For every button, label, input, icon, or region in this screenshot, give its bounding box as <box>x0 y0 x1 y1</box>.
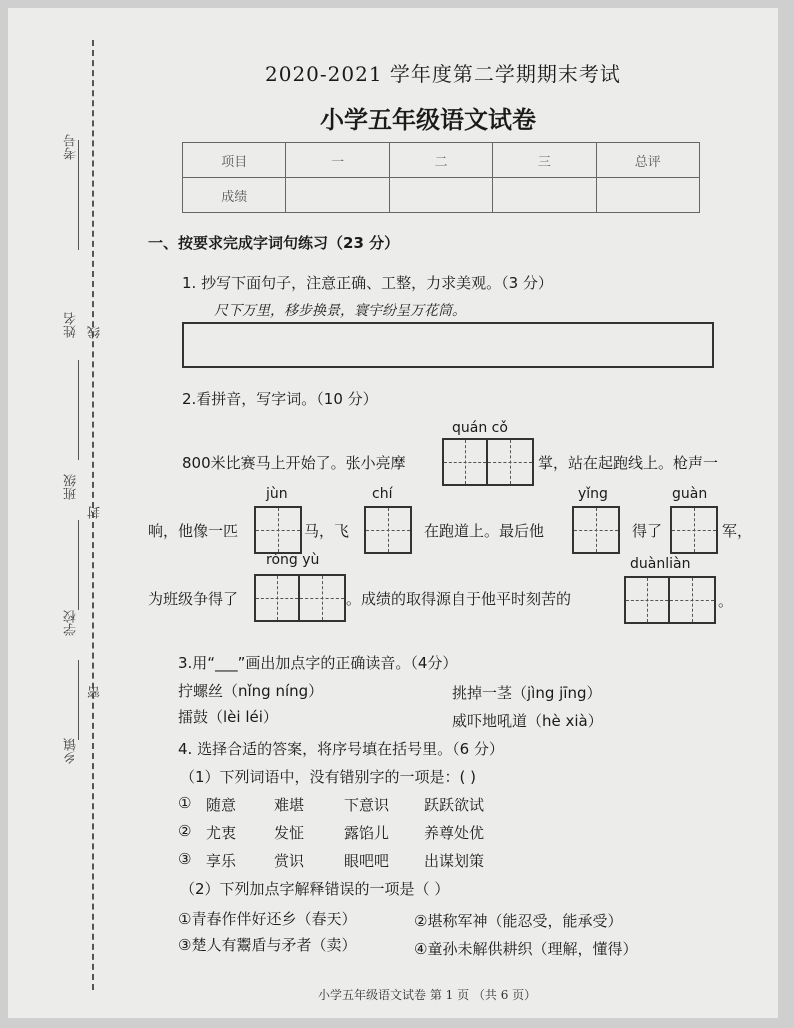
score-header-cell: 总评 <box>596 143 699 178</box>
q1-prompt: 1. 抄写下面句子，注意正确、工整，力求美观。（3 分） <box>182 274 553 292</box>
q4-option-word: 难堪 <box>274 796 305 814</box>
q3-item[interactable]: 拧螺丝（nǐng níng） <box>178 682 324 700</box>
q2-char-grid-rong-yu[interactable] <box>254 574 346 622</box>
q4-sub2-option[interactable]: ②堪称军神（能忍受，能承受） <box>414 912 623 930</box>
q2-text-7: 军， <box>722 522 753 540</box>
q4-sub2-option[interactable]: ①青春作伴好还乡（春天） <box>178 910 357 928</box>
score-cell[interactable] <box>493 178 596 213</box>
score-header-cell: 三 <box>493 143 596 178</box>
q2-char-grid-duan-lian[interactable] <box>624 576 716 624</box>
pinyin-rong-yu: róng yù <box>266 552 320 568</box>
q2-text-1: 800米比赛马上开始了。张小亮摩 <box>182 454 406 472</box>
q2-text-8: 为班级争得了 <box>148 590 239 608</box>
q2-text-6: 得了 <box>632 522 663 540</box>
name-line <box>78 360 79 460</box>
exam-no-label: 考号 <box>64 134 79 160</box>
q4-option-word: 发怔 <box>274 824 305 842</box>
section-1-title: 一、按要求完成字词句练习（23 分） <box>148 234 400 252</box>
q4-option-word: 出谋划策 <box>424 852 485 870</box>
class-label: 班级 <box>64 474 79 500</box>
q4-prompt: 4. 选择合适的答案，将序号填在括号里。（6 分） <box>178 740 504 758</box>
q4-option-word: 随意 <box>206 796 237 814</box>
score-cell[interactable] <box>389 178 492 213</box>
q4-sub2-option[interactable]: ③楚人有鬻盾与矛者（卖） <box>178 936 357 954</box>
q4-option-number: ② <box>178 822 192 840</box>
q2-char-grid-ying[interactable] <box>572 506 620 554</box>
score-table-header-row <box>183 143 700 178</box>
q2-prompt: 2.看拼音，写字词。（10 分） <box>182 390 378 408</box>
q4-option-word: 下意识 <box>344 796 390 814</box>
q3-item[interactable]: 挑掉一茎（jìng jīng） <box>452 684 602 702</box>
q4-sub2-option[interactable]: ④童孙未解供耕织（理解，懂得） <box>414 940 638 958</box>
score-header-cell: 项目 <box>183 143 286 178</box>
q2-char-grid-quan-cuo[interactable] <box>442 438 534 486</box>
seal-mark: 封 <box>88 506 103 519</box>
school-label: 学校 <box>64 610 79 636</box>
q4-option-word: 露馅儿 <box>344 824 390 842</box>
pinyin-guan: guàn <box>672 486 708 502</box>
pinyin-duan-lian: duànliàn <box>630 556 691 572</box>
q2-text-9: 。成绩的取得源自于他平时刻苦的 <box>346 590 572 608</box>
q2-text-2: 掌，站在起跑线上。枪声一 <box>538 454 719 472</box>
q4-sub2-prompt: （2）下列加点字解释错误的一项是（ ） <box>180 880 450 898</box>
q4-option-number: ③ <box>178 850 192 868</box>
q4-option-word: 享乐 <box>206 852 237 870</box>
q2-text-10: 。 <box>718 592 734 610</box>
score-table <box>182 142 700 213</box>
school-line <box>78 660 79 740</box>
pinyin-chi: chí <box>372 486 393 502</box>
paper-title: 小学五年级语文试卷 <box>320 106 536 134</box>
q2-text-3: 响，他像一匹 <box>148 522 239 540</box>
town-label: 乡镇 <box>64 738 79 764</box>
score-cell[interactable] <box>596 178 699 213</box>
score-header-cell: 一 <box>286 143 389 178</box>
q4-option-word: 跃跃欲试 <box>424 796 485 814</box>
pinyin-ying: yǐng <box>578 486 608 502</box>
q2-char-grid-guan[interactable] <box>670 506 718 554</box>
score-row-label: 成绩 <box>183 178 286 213</box>
q4-option-word: 养尊处优 <box>424 824 485 842</box>
score-table-score-row <box>183 178 700 213</box>
q1-answer-box[interactable] <box>182 322 714 368</box>
pinyin-jun: jùn <box>266 486 288 502</box>
q4-option-number: ① <box>178 794 192 812</box>
secret-mark: 密 <box>88 686 103 699</box>
score-cell[interactable] <box>286 178 389 213</box>
q2-text-5: 在跑道上。最后他 <box>424 522 545 540</box>
q1-sentence: 尺下万里，移步换景，寰宇纷呈万花筒。 <box>214 303 466 319</box>
name-label: 姓名 <box>64 312 79 338</box>
class-line <box>78 520 79 610</box>
line-mark: 线 <box>88 326 103 339</box>
q3-item[interactable]: 威吓地吼道（hè xià） <box>452 712 603 730</box>
q2-text-4: 马，飞 <box>304 522 350 540</box>
page-footer: 小学五年级语文试卷 第 1 页 （共 6 页） <box>318 988 537 1002</box>
q4-option-word: 尤衷 <box>206 824 237 842</box>
q3-item[interactable]: 擂鼓（lèi léi） <box>178 708 278 726</box>
q4-sub1-prompt: （1）下列词语中，没有错别字的一项是：( ) <box>180 768 477 786</box>
q3-prompt: 3.用“___”画出加点字的正确读音。（4分） <box>178 654 458 672</box>
q4-option-word: 赏识 <box>274 852 305 870</box>
q2-char-grid-jun[interactable] <box>254 506 302 554</box>
score-header-cell: 二 <box>389 143 492 178</box>
q4-option-word: 眼吧吧 <box>344 852 390 870</box>
exam-year-title: 2020-2021 学年度第二学期期末考试 <box>265 62 621 86</box>
pinyin-quan-cuo: quán cǒ <box>452 420 508 436</box>
q2-char-grid-chi[interactable] <box>364 506 412 554</box>
